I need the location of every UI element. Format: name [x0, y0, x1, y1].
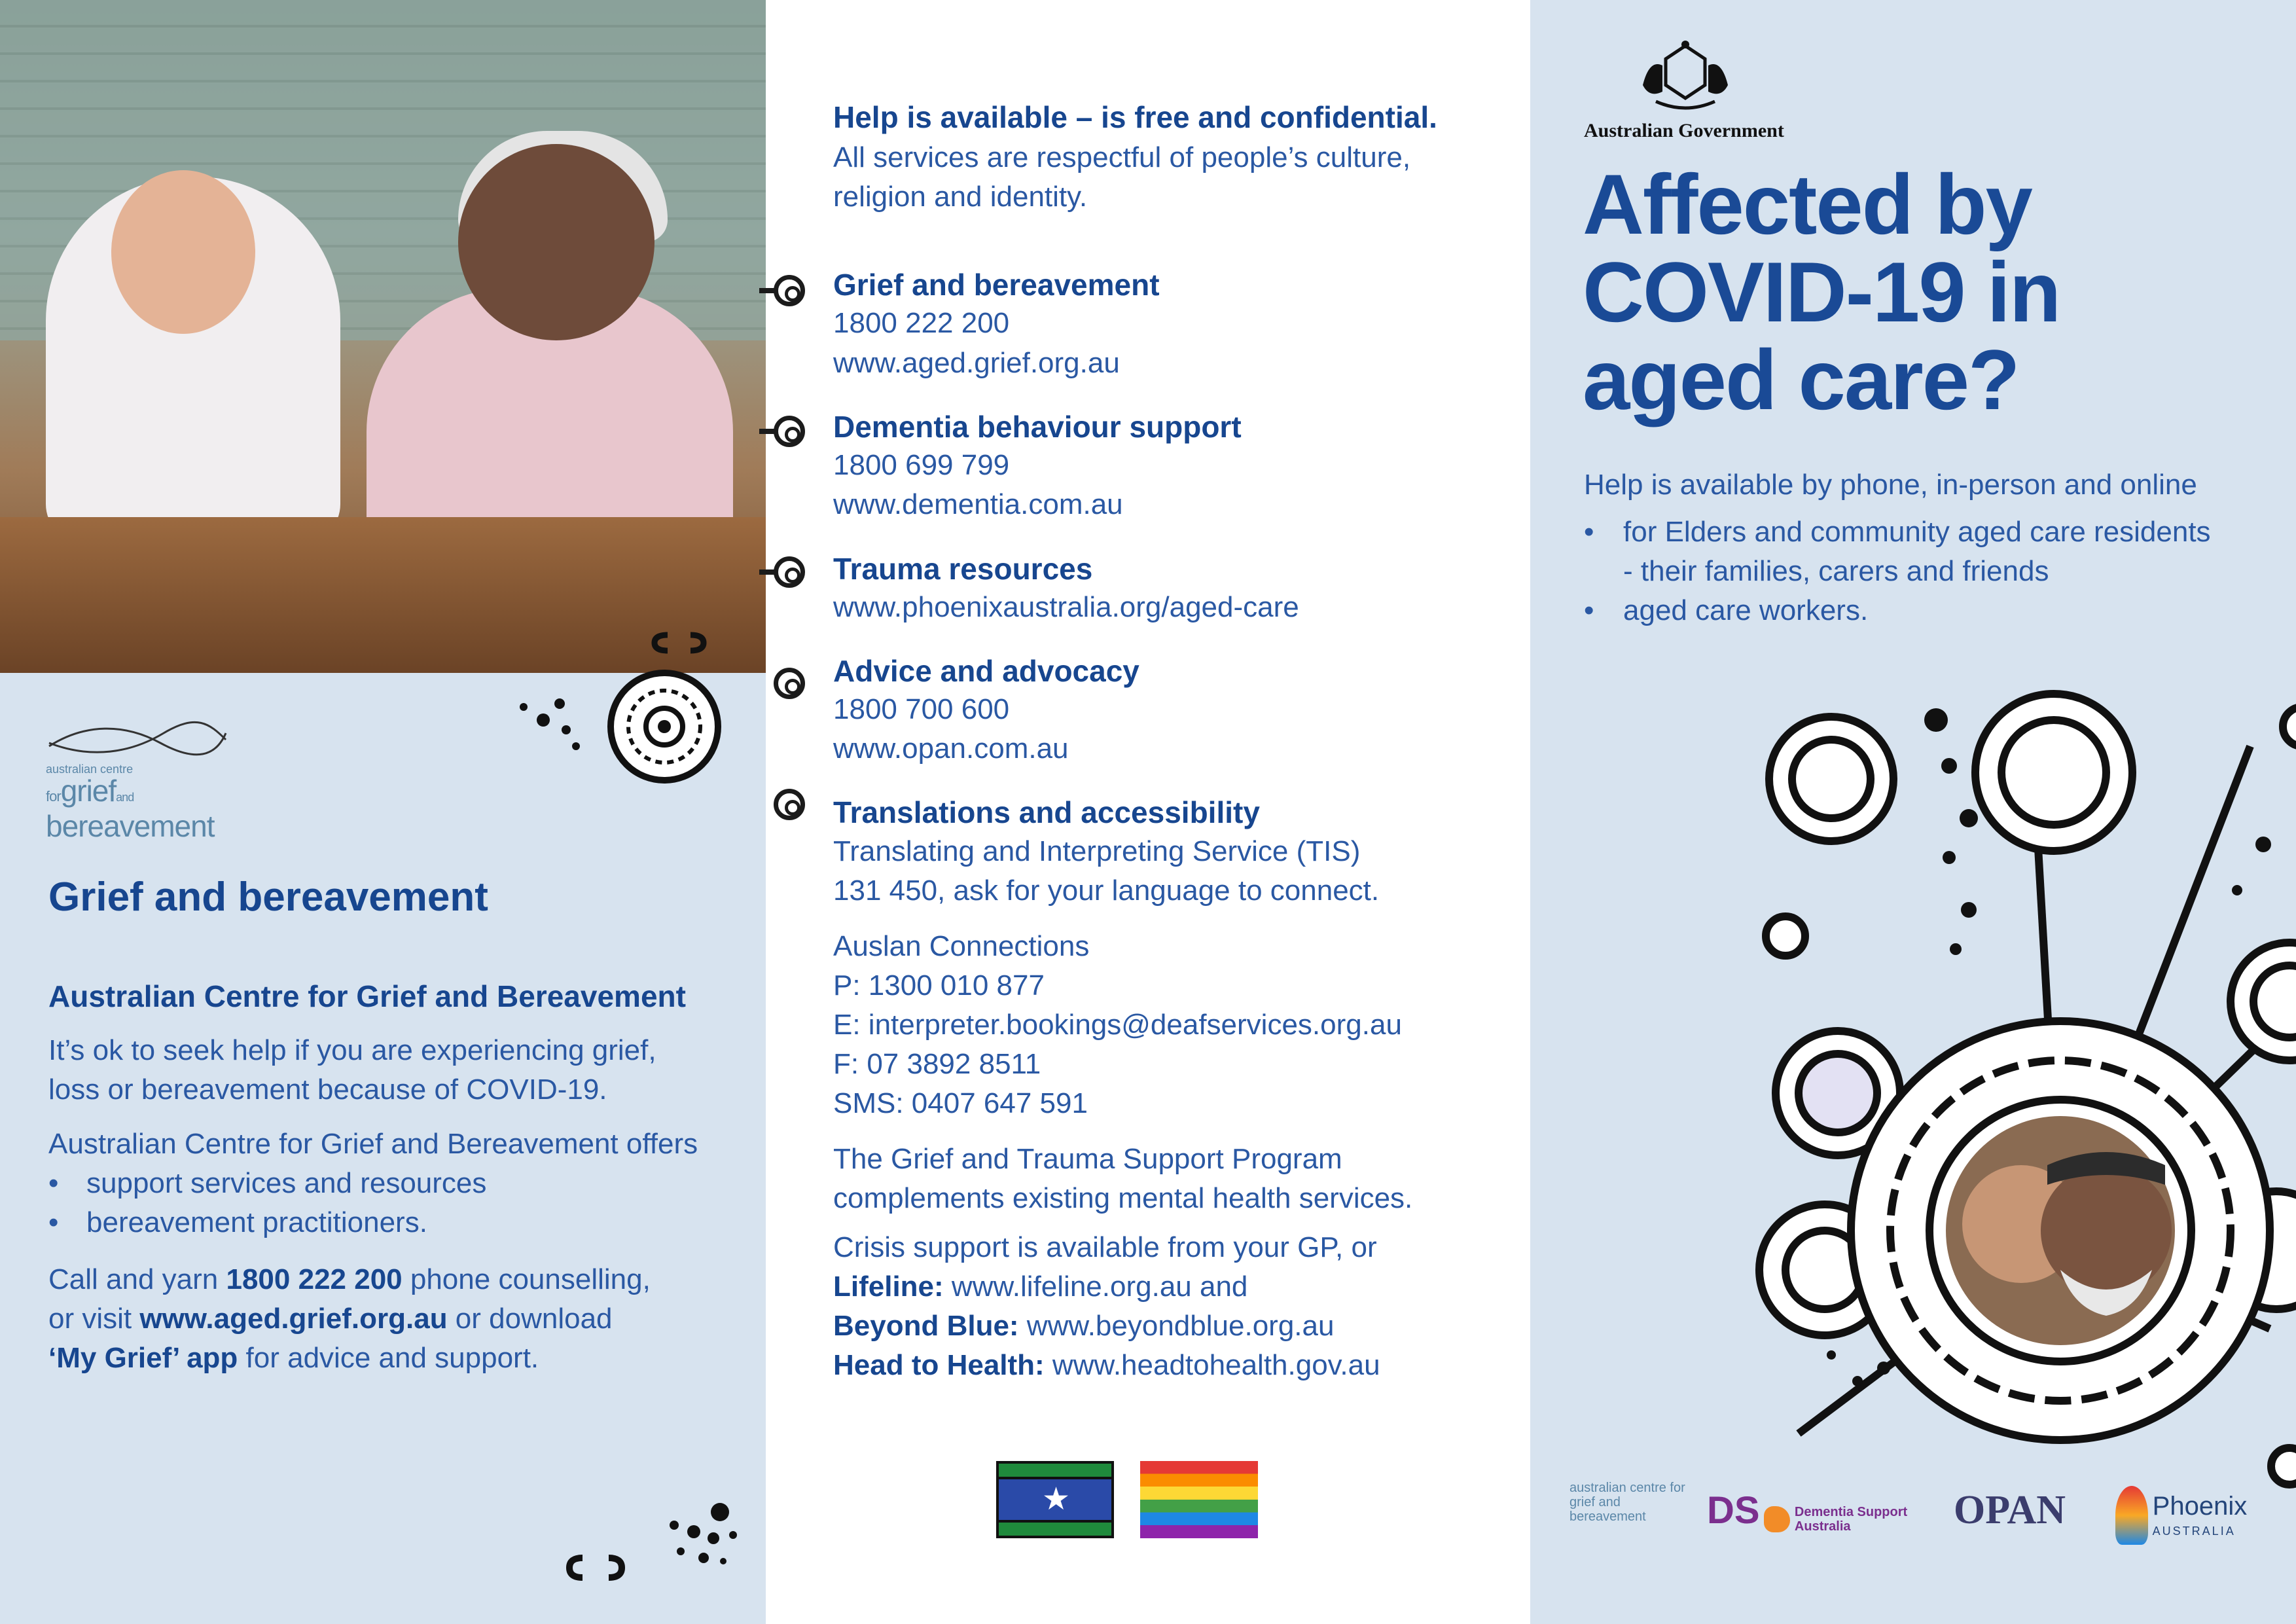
list-item: • aged care workers. [1584, 594, 1869, 626]
help-line: Help is available by phone, in-person and online [1584, 469, 2197, 501]
gov-label: Australian Government [1584, 120, 1784, 141]
service-title: Grief and bereavement [833, 268, 1160, 302]
service-title: Dementia behaviour support [833, 410, 1242, 444]
service-link[interactable]: www.aged.grief.org.au [833, 347, 1120, 379]
service-title: Trauma resources [833, 552, 1093, 586]
para-grief: It’s ok to seek help if you are experiencing grief, loss or bereavement because of COVID-19. [48, 1034, 656, 1106]
program-line: complements existing mental health services. [833, 1182, 1413, 1214]
auslan-email[interactable]: E: interpreter.bookings@deafservices.org.au [833, 1009, 1402, 1041]
wave-icon [46, 720, 229, 759]
bullet-knob-icon [774, 789, 805, 820]
coat-of-arms-icon [1636, 39, 1734, 111]
intro-heading: Help is available – is free and confidential. [833, 100, 1437, 134]
service-phone[interactable]: 1800 700 600 [833, 693, 1010, 725]
service-title: Advice and advocacy [833, 654, 1139, 688]
australian-government-logo [1584, 39, 1793, 142]
acgb-logo-bereavement: bereavement [46, 809, 215, 843]
my-grief-app[interactable]: ‘My Grief’ app [48, 1342, 238, 1374]
auslan-title: Auslan Connections [833, 930, 1090, 962]
page-title: Affected by COVID-19 in aged care? [1583, 156, 2060, 427]
bullet-knob-icon [774, 416, 805, 447]
service-title: Translations and accessibility [833, 795, 1260, 829]
grief-phone[interactable]: 1800 222 200 [226, 1263, 403, 1295]
dementia-support-logo: DS Dementia Support Australia [1707, 1489, 1908, 1534]
auslan-sms[interactable]: SMS: 0407 647 591 [833, 1087, 1088, 1119]
service-link[interactable]: www.phoenixaustralia.org/aged-care [833, 591, 1299, 623]
phoenix-flame-icon [2115, 1486, 2148, 1545]
aboriginal-art-icon [1753, 661, 2296, 1551]
elders-photo [0, 0, 766, 673]
australia-map-icon [1764, 1506, 1790, 1532]
list-item: • support services and resources [48, 1167, 487, 1199]
intro-line: religion and identity. [833, 181, 1088, 213]
section-title: Grief and bereavement [48, 875, 488, 920]
acgb-partner-logo: australian centre for grief and bereavement [1570, 1481, 1685, 1524]
intro-line: All services are respectful of people’s culture, [833, 141, 1411, 173]
opan-logo: OPAN [1954, 1488, 2066, 1532]
crisis-line: Crisis support is available from your GP, or [833, 1231, 1377, 1263]
acgb-logo-line1: australian centre [46, 763, 134, 776]
lifeline-line[interactable]: Lifeline: www.lifeline.org.au and [833, 1271, 1248, 1303]
bullet-knob-icon [774, 668, 805, 699]
para-offers: Australian Centre for Grief and Bereavement offers [48, 1128, 698, 1160]
headtohealth-line[interactable]: Head to Health: www.headtohealth.gov.au [833, 1349, 1380, 1381]
torres-strait-flag [996, 1461, 1114, 1538]
service-line: Translating and Interpreting Service (TIS) [833, 835, 1361, 867]
acgb-logo-grief: forgriefand [46, 774, 134, 808]
list-item: • bereavement practitioners. [48, 1206, 427, 1238]
list-item: • for Elders and community aged care residents [1584, 516, 2211, 548]
service-link[interactable]: www.dementia.com.au [833, 488, 1123, 520]
rainbow-flag [1140, 1461, 1258, 1538]
list-item-cont: - their families, carers and friends [1623, 555, 2049, 587]
phoenix-logo: Phoenix AUSTRALIA [2115, 1486, 2247, 1545]
left-panel [0, 0, 766, 1624]
bullet-knob-icon [774, 556, 805, 588]
circle-motif-icon [504, 622, 779, 792]
service-link[interactable]: www.opan.com.au [833, 732, 1069, 765]
beyondblue-line[interactable]: Beyond Blue: www.beyondblue.org.au [833, 1310, 1335, 1342]
auslan-fax: F: 07 3892 8511 [833, 1048, 1041, 1080]
auslan-phone[interactable]: P: 1300 010 877 [833, 969, 1045, 1001]
service-line: 131 450, ask for your language to connect. [833, 875, 1380, 907]
service-phone[interactable]: 1800 699 799 [833, 449, 1010, 481]
call-and-yarn: Call and yarn 1800 222 200 phone counselling, or visit www.aged.grief.org.au or download ‘My Grief’ app for advice and support. [48, 1263, 651, 1374]
acgb-logo [46, 720, 242, 843]
service-phone[interactable]: 1800 222 200 [833, 307, 1010, 339]
program-line: The Grief and Trauma Support Program [833, 1143, 1342, 1175]
dots-pattern-icon [563, 1499, 759, 1591]
bullet-knob-icon [774, 275, 805, 306]
org-title: Australian Centre for Grief and Bereavement [48, 979, 686, 1013]
grief-website-link[interactable]: www.aged.grief.org.au [139, 1303, 448, 1335]
